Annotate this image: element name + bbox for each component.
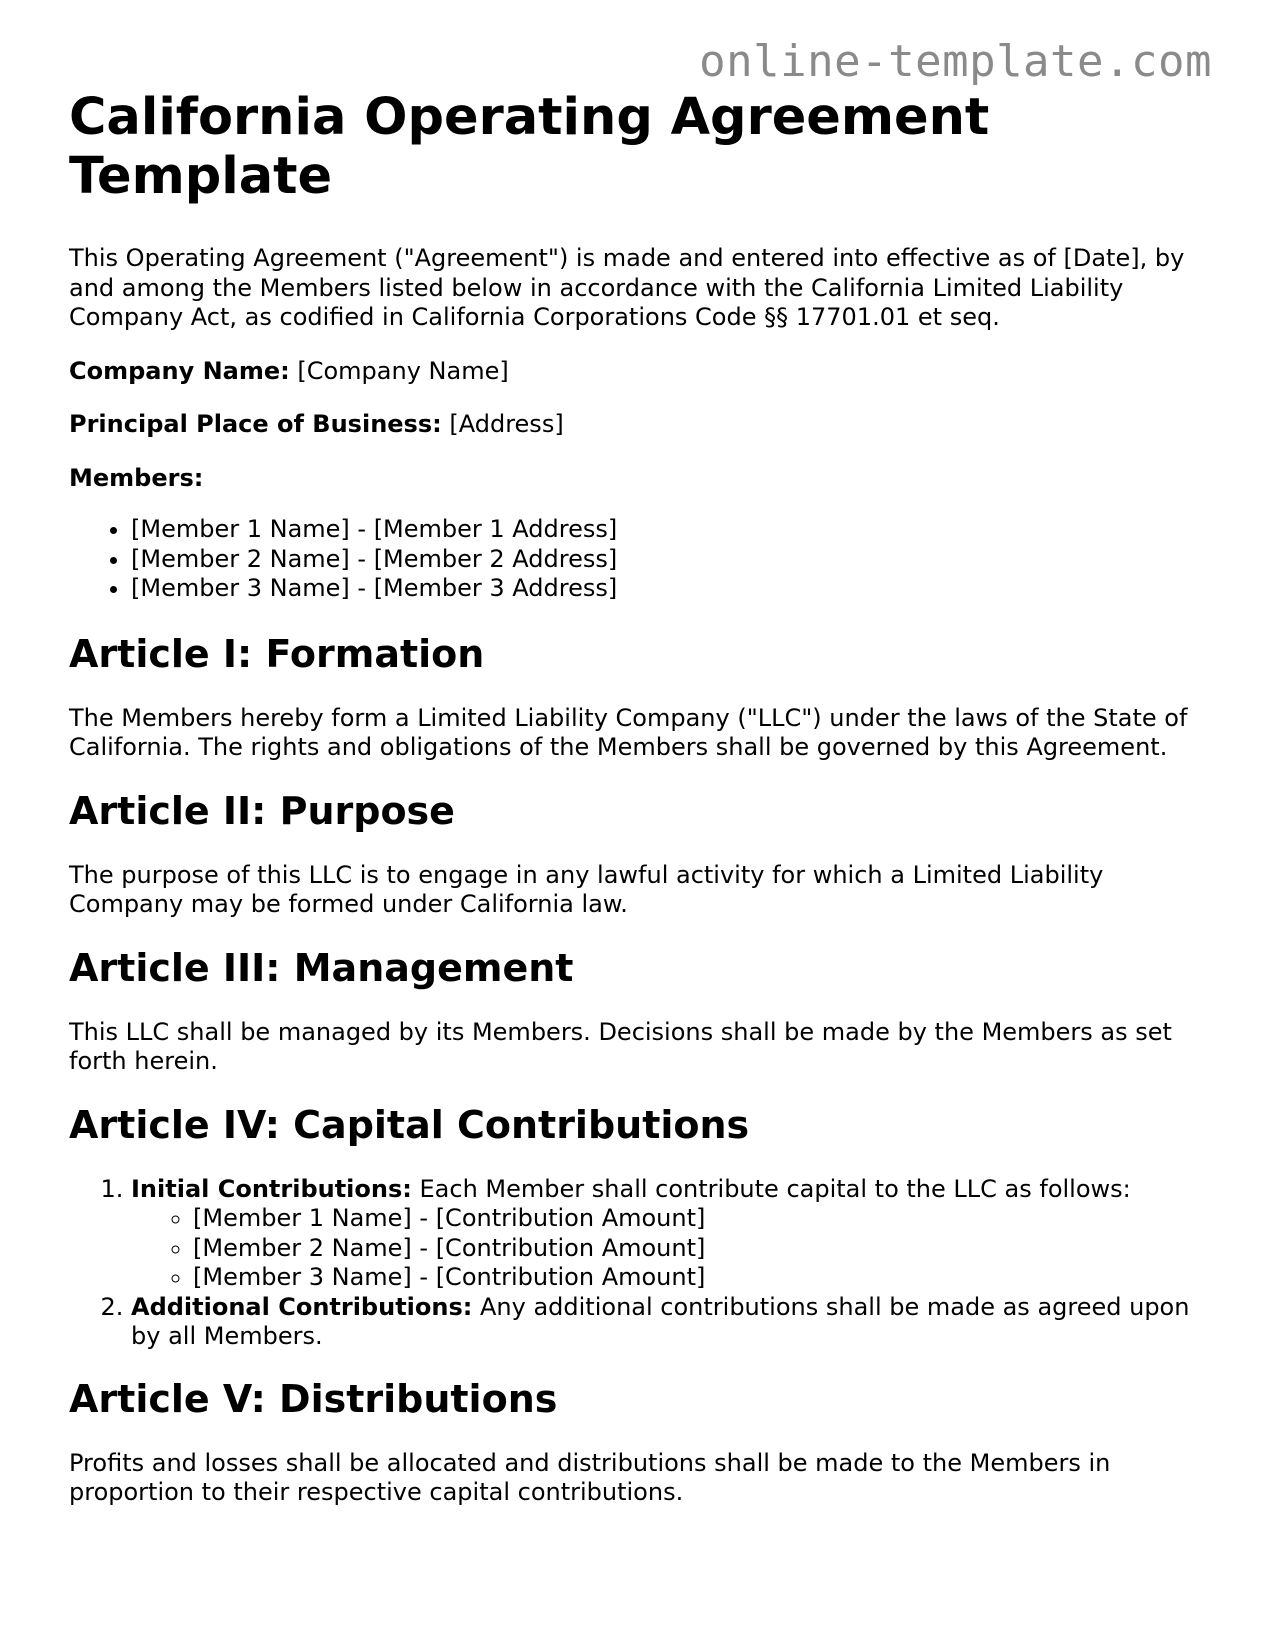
additional-contributions-text: Any additional contributions shall be made as agreed upon by all Members. (131, 1292, 1190, 1350)
initial-contributions-label: Initial Contributions: (131, 1174, 412, 1203)
members-heading (69, 464, 1219, 494)
list-item: ◦ [Member 1 Name] - [Contribution Amount] (193, 1204, 1219, 1234)
company-name-value: [Company Name] (297, 356, 509, 385)
list-item (131, 1175, 1219, 1293)
document-title: California Operating Agreement Template (69, 88, 990, 206)
list-item: • [Member 3 Name] - [Member 3 Address] (131, 574, 1219, 604)
article-purpose-heading: Article II: Purpose (69, 788, 455, 833)
article-purpose-text: The purpose of this LLC is to engage in any lawful activity for which a Limited Liability Company may be formed under California law. (69, 860, 1104, 918)
list-item: • [Member 2 Name] - [Member 2 Address] (131, 545, 1219, 575)
list-item: ◦ [Member 3 Name] - [Contribution Amount] (193, 1263, 1219, 1293)
members-label: Members: (69, 463, 204, 492)
list-item: • [Member 1 Name] - [Member 1 Address] (131, 515, 1219, 545)
initial-contributions-text: Each Member shall contribute capital to the LLC as follows: (419, 1174, 1131, 1203)
list-item: ◦ [Member 2 Name] - [Contribution Amount] (193, 1234, 1219, 1264)
article-formation-text: The Members hereby form a Limited Liability Company ("LLC") under the laws of the State of California. The rights and obligations of the Members shall be governed by this Agreement. (69, 703, 1188, 761)
principal-place-label: Principal Place of Business: (69, 410, 442, 438)
intro-paragraph: This Operating Agreement ("Agreement") is made and entered into effective as of [Date], by and among the Members listed below in accordance with the California Limited Liability Company Act, as codified in California Corporations Code §§ 17701.01 et seq. (69, 244, 1185, 331)
members-list (69, 515, 1219, 604)
company-name-field (69, 357, 1219, 387)
article-management-heading: Article III: Management (69, 945, 574, 990)
list-item (131, 1293, 1219, 1352)
article-management-text: This LLC shall be managed by its Members. Decisions shall be made by the Members as set forth herein. (69, 1017, 1172, 1075)
contributions-sublist (131, 1204, 1219, 1293)
principal-place-value: [Address] (449, 410, 564, 438)
article-formation-heading: Article I: Formation (69, 631, 485, 676)
watermark: online-template.com (699, 36, 1212, 87)
article-capital-heading: Article IV: Capital Contributions (69, 1102, 750, 1147)
article-distributions-text: Profits and losses shall be allocated and distributions shall be made to the Members in proportion to their respective capital contributions. (69, 1448, 1111, 1506)
article-distributions-heading: Article V: Distributions (69, 1376, 558, 1421)
principal-place-field (69, 410, 1219, 440)
document-page (69, 88, 1219, 1532)
additional-contributions-label: Additional Contributions: (131, 1292, 473, 1321)
capital-contributions-list (69, 1175, 1219, 1352)
company-name-label: Company Name: (69, 356, 290, 385)
